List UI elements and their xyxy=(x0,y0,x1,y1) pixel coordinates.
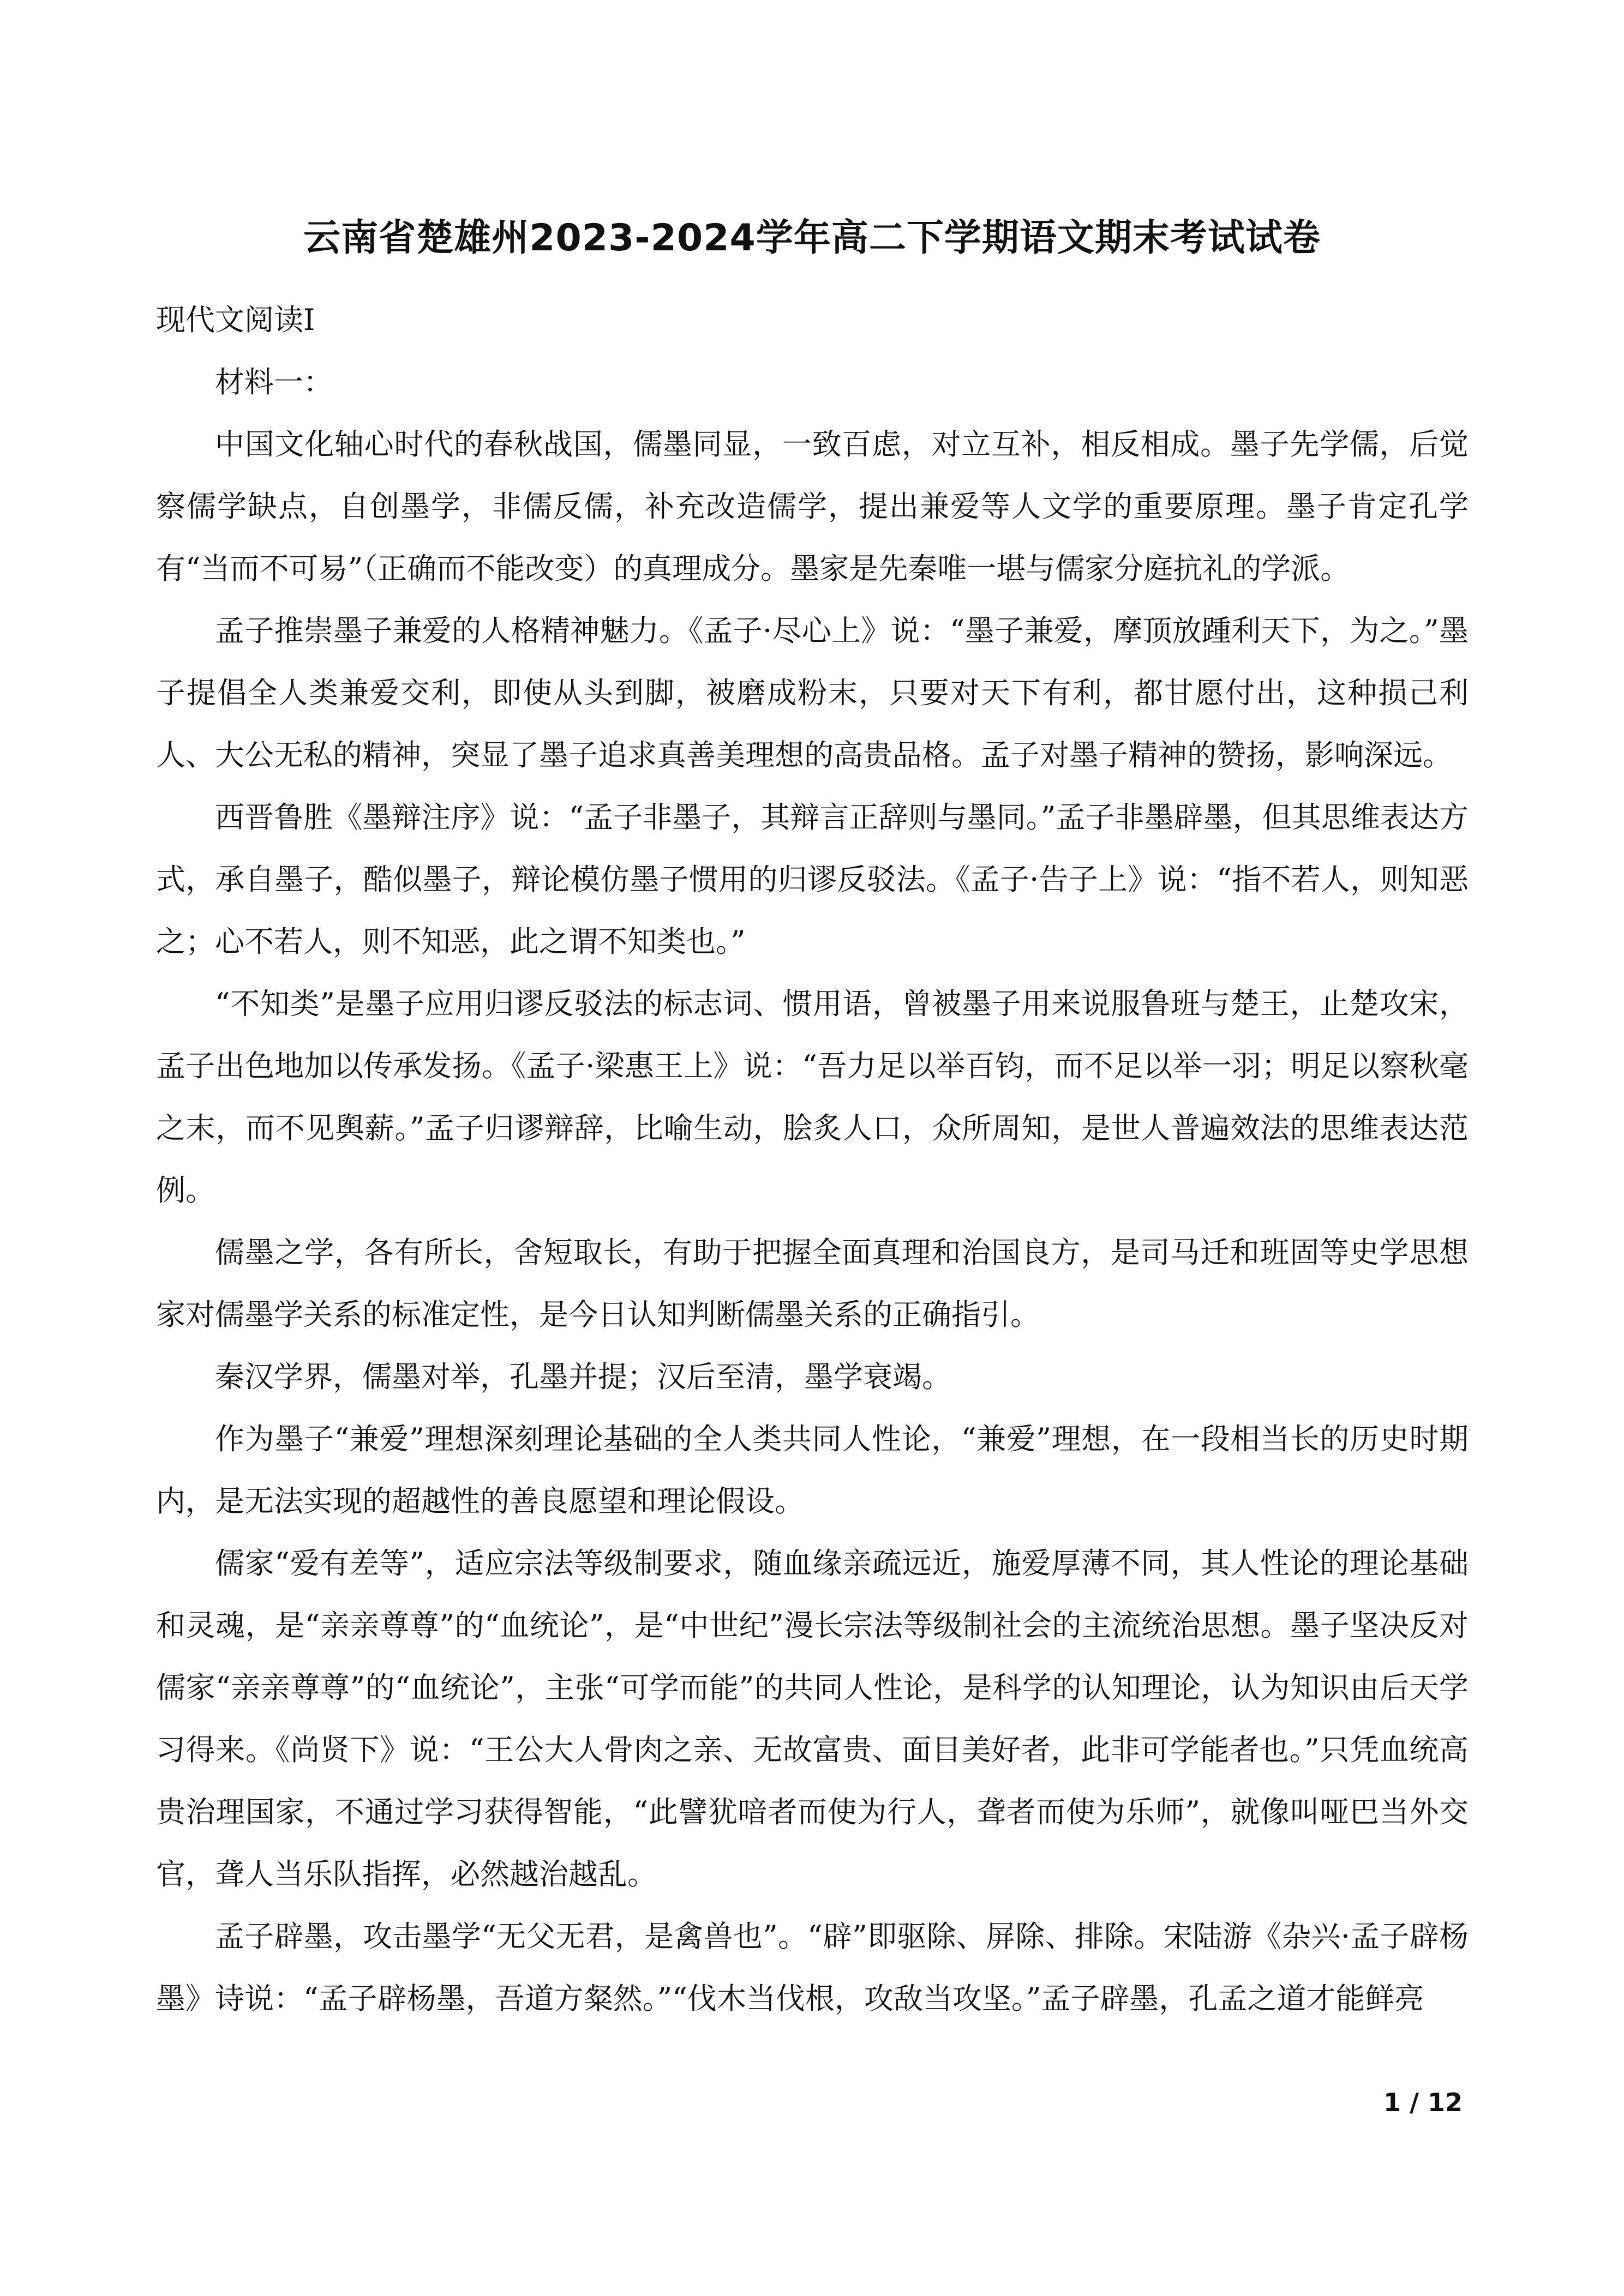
paragraph-2: 孟子推崇墨子兼爱的人格精神魅力。《孟子·尽心上》说：“墨子兼爱，摩顶放踵利天下，为之。”墨子提倡全人类兼爱交利，即使从头到脚，被磨成粉末，只要对天下有利，都甘愿付出，这种损己利人、大公无私的精神，突显了墨子追求真善美理想的高贵品格。孟子对墨子精神的赞扬，影响深远。 xyxy=(156,614,1469,772)
page-number: 1 / 12 xyxy=(1383,2088,1463,2117)
paragraph-3: 西晋鲁胜《墨辩注序》说：“孟子非墨子，其辩言正辞则与墨同。”孟子非墨辟墨，但其思维表达方式，承自墨子，酷似墨子，辩论模仿墨子惯用的归谬反驳法。《孟子·告子上》说：“指不若人，则知恶之；心不若人，则不知恶，此之谓不知类也。” xyxy=(156,800,1469,959)
page-title: 云南省楚雄州2023-2024学年高二下学期语文期末考试试卷 xyxy=(303,217,1321,260)
paragraph-4: “不知类”是墨子应用归谬反驳法的标志词、惯用语，曾被墨子用来说服鲁班与楚王，止楚攻宋，孟子出色地加以传承发扬。《孟子·梁惠王上》说：“吾力足以举百钧，而不足以举一羽；明足以察秋毫之末，而不见舆薪。”孟子归谬辩辞，比喻生动，脍炙人口，众所周知，是世人普遍效法的思维表达范例。 xyxy=(156,987,1469,1207)
document-body xyxy=(156,289,1469,2030)
paragraph-6: 秦汉学界，儒墨对举，孔墨并提；汉后至清，墨学衰竭。 xyxy=(215,1360,951,1394)
paragraph-5: 儒墨之学，各有所长，舍短取长，有助于把握全面真理和治国良方，是司马迁和班固等史学思想家对儒墨学关系的标准定性，是今日认知判断儒墨关系的正确指引。 xyxy=(156,1235,1469,1332)
paragraph-8: 儒家“爱有差等”，适应宗法等级制要求，随血缘亲疏远近，施爱厚薄不同，其人性论的理论基础和灵魂，是“亲亲尊尊”的“血统论”，是“中世纪”漫长宗法等级制社会的主流统治思想。墨子坚决反对儒家“亲亲尊尊”的“血统论”，主张“可学而能”的共同人性论，是科学的认知理论，认为知识由后天学习得来。《尚贤下》说：“王公大人骨肉之亲、无故富贵、面目美好者，此非可学能者也。”只凭血统高贵治理国家，不通过学习获得智能，“此譬犹喑者而使为行人，聋者而使为乐师”，就像叫哑巴当外交官，聋人当乐队指挥，必然越治越乱。 xyxy=(156,1546,1469,1891)
material-label: 材料一： xyxy=(215,365,333,399)
paragraph-9: 孟子辟墨，攻击墨学“无父无君，是禽兽也”。“辟”即驱除、屏除、排除。宋陆游《杂兴·孟子辟杨墨》诗说：“孟子辟杨墨，吾道方粲然。”“伐木当伐根，攻敌当攻坚。”孟子辟墨，孔孟之道才能鲜亮 xyxy=(156,1919,1469,2016)
paragraph-7: 作为墨子“兼爱”理想深刻理论基础的全人类共同人性论，“兼爱”理想，在一段相当长的历史时期内，是无法实现的超越性的善良愿望和理论假设。 xyxy=(156,1422,1469,1518)
paragraph-1: 中国文化轴心时代的春秋战国，儒墨同显，一致百虑，对立互补，相反相成。墨子先学儒，后觉察儒学缺点，自创墨学，非儒反儒，补充改造儒学，提出兼爱等人文学的重要原理。墨子肯定孔学有“当而不可易”（正确而不能改变）的真理成分。墨家是先秦唯一堪与儒家分庭抗礼的学派。 xyxy=(156,427,1469,586)
section-heading: 现代文阅读I xyxy=(156,303,315,337)
